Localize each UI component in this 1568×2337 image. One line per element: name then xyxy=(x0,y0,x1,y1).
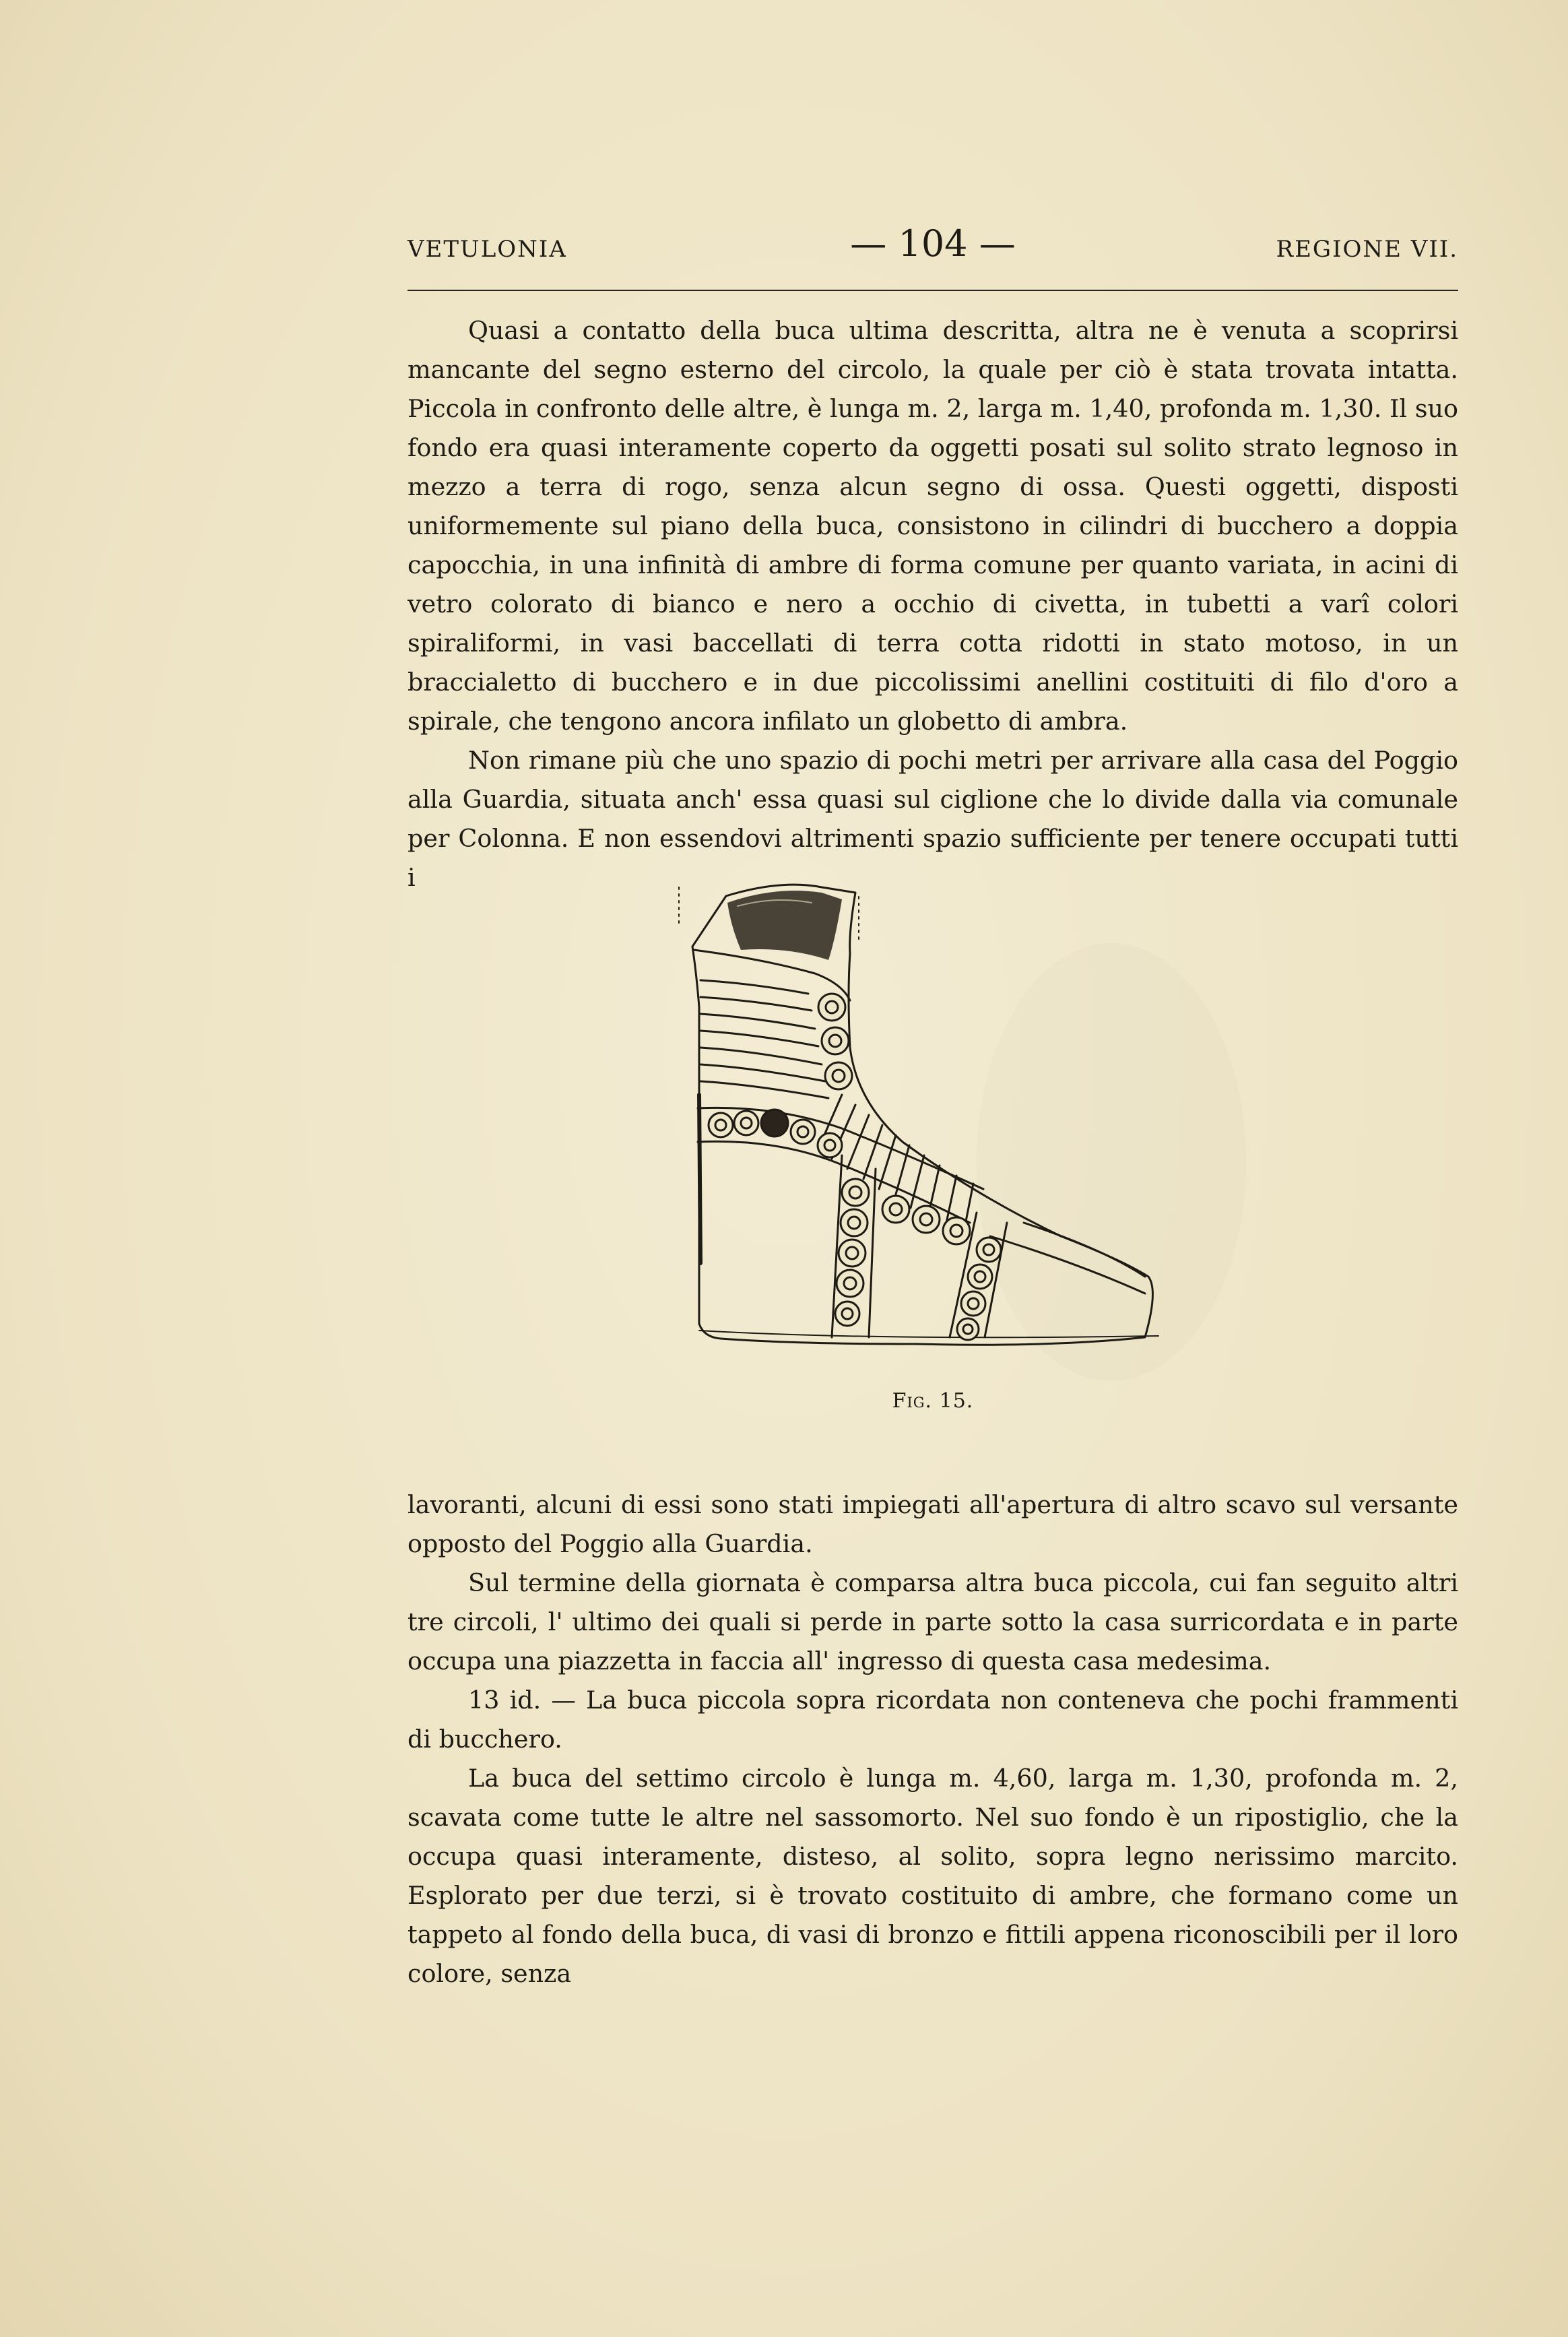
paragraph: lavoranti, alcuni di essi sono stati impiegati all'apertura di altro scavo sul versante opposto del Poggio alla Guardia. xyxy=(407,1490,1458,1558)
text-block-bottom xyxy=(407,1485,1458,1993)
paragraph: 13 id. — La buca piccola sopra ricordata non conteneva che pochi frammenti di bucchero. xyxy=(407,1686,1458,1754)
page-number: — 104 — xyxy=(850,222,1016,265)
header-left: VETULONIA xyxy=(407,236,567,263)
paragraph: Quasi a contatto della buca ultima descritta, altra ne è venuta a scoprirsi mancante del segno esterno del circolo, la quale per ciò è stata trovata intatta. Piccola in confronto delle altre, è lunga m. 2, larga m. 1,40, profonda m. 1,30. Il suo fondo era quasi interamente coperto da oggetti posati sul solito strato legnoso in mezzo a terra di rogo, senza alcun segno di ossa. Questi oggetti, disposti uniformemente sul piano della buca, consistono in cilindri di bucchero a doppia capocchia, in una infinità di ambre di forma comune per quanto variata, in acini di vetro colorato di bianco e nero a occhio di civetta, in tubetti a varî colori spiraliformi, in vasi baccellati di terra cotta ridotti in stato motoso, in un braccialetto di bucchero e in due piccolissimi anellini costituiti di filo d'oro a spirale, che tengono ancora infilato un globetto di ambra. xyxy=(407,316,1458,736)
boot-illustration xyxy=(674,872,1239,1371)
paragraph: Non rimane più che uno spazio di pochi metri per arrivare alla casa del Poggio alla Guardia, situata anch' essa quasi sul ciglione che lo divide dalla via comunale per Colonna. E non essendovi altrimenti spazio sufficiente per tenere occupati tutti i xyxy=(407,746,1458,892)
running-header xyxy=(407,222,1458,276)
figure-caption-text: Fig. 15. xyxy=(892,1389,974,1413)
paragraph: Sul termine della giornata è comparsa altra buca piccola, cui fan seguito altri tre circoli, l' ultimo dei quali si perde in parte sotto la casa surricordata e in parte occupa una piazzetta in faccia all' ingresso di questa casa medesima. xyxy=(407,1568,1458,1675)
paragraph: La buca del settimo circolo è lunga m. 4,60, larga m. 1,30, profonda m. 2, scavata come tutte le altre nel sassomorto. Nel suo fondo è un ripostiglio, che la occupa quasi interamente, disteso, al solito, sopra legno nerissimo marcito. Esplorato per due terzi, si è trovato costituito di ambre, che formano come un tappeto al fondo della buca, di vasi di bronzo e fittili appena riconoscibili per il loro colore, senza xyxy=(407,1764,1458,1988)
figure-caption xyxy=(407,1389,1458,1413)
header-right: REGIONE VII. xyxy=(1276,236,1458,263)
header-rule xyxy=(407,290,1458,291)
roundel-group xyxy=(709,994,1001,1340)
text-block-top xyxy=(407,311,1458,897)
